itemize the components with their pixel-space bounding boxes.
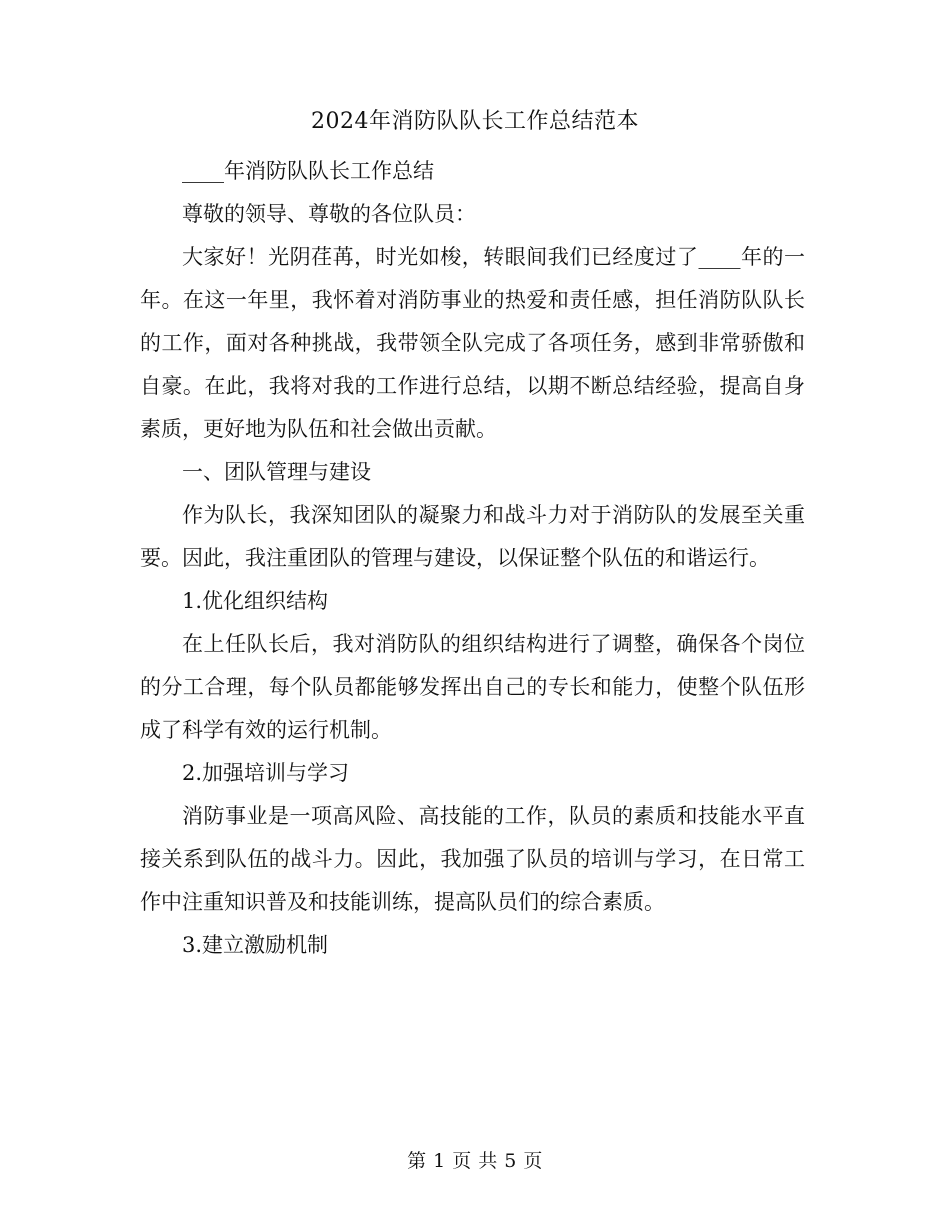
optimize-structure-paragraph: 在上任队长后，我对消防队的组织结构进行了调整，确保各个岗位的分工合理，每个队员都能够发挥出自己的专长和能力，使整个队伍形成了科学有效的运行机制。 — [140, 632, 805, 742]
team-management-paragraph: 作为队长，我深知团队的凝聚力和战斗力对于消防队的发展至关重要。因此，我注重团队的管理与建设，以保证整个队伍的和谐运行。 — [140, 503, 805, 570]
training-paragraph: 消防事业是一项高风险、高技能的工作，队员的素质和技能水平直接关系到队伍的战斗力。因此，我加强了队员的培训与学习，在日常工作中注重知识普及和技能训练，提高队员们的综合素质。 — [140, 804, 805, 914]
subheading-optimize-structure: 1.优化组织结构 — [182, 589, 329, 613]
section-heading-team-management: 一、团队管理与建设 — [182, 460, 371, 484]
document-body — [140, 150, 805, 967]
subheading-incentive: 3.建立激励机制 — [182, 933, 329, 957]
document-subtitle: ____年消防队队长工作总结 — [182, 159, 434, 183]
salutation: 尊敬的领导、尊敬的各位队员： — [182, 202, 476, 226]
intro-paragraph: 大家好！光阴荏苒，时光如梭，转眼间我们已经度过了____年的一年。在这一年里，我怀着对消防事业的热爱和责任感，担任消防队队长的工作，面对各种挑战，我带领全队完成了各项任务，感到非常骄傲和自豪。在此，我将对我的工作进行总结，以期不断总结经验，提高自身素质，更好地为队伍和社会做出贡献。 — [140, 245, 805, 441]
document-title: 2024年消防队队长工作总结范本 — [311, 109, 639, 134]
page-footer: 第 1 页 共 5 页 — [407, 1150, 543, 1172]
subheading-training: 2.加强培训与学习 — [182, 761, 350, 785]
